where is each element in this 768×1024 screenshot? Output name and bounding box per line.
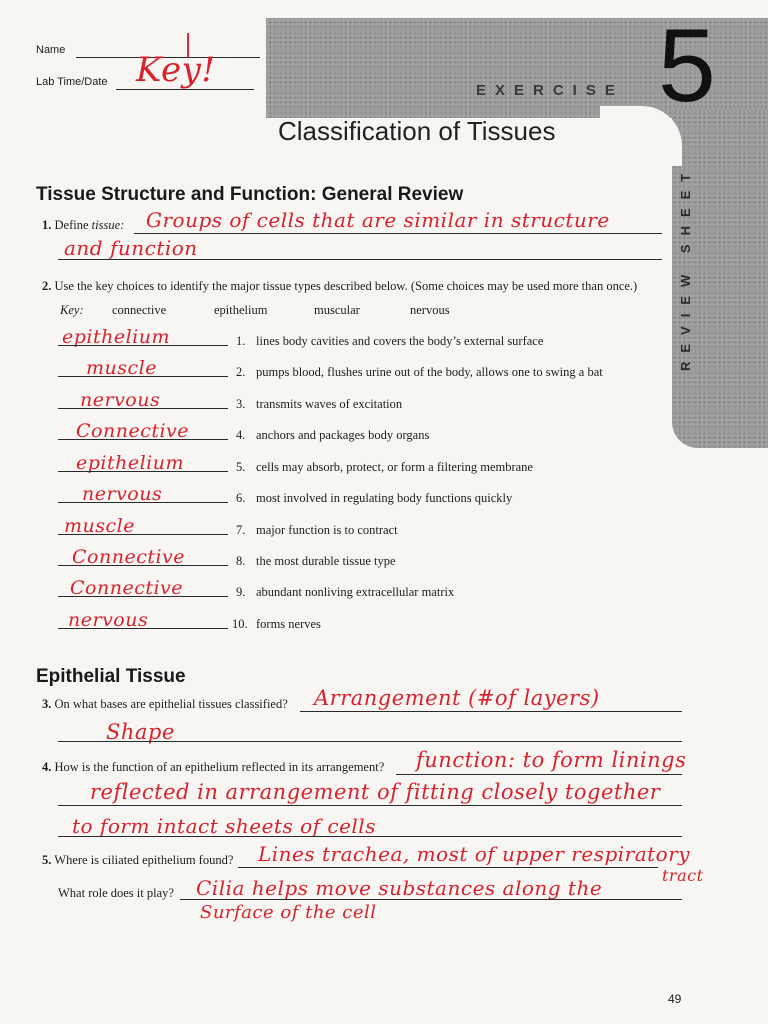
question-3-line-2[interactable]: [58, 741, 682, 742]
question-4-answer-line1: function: to form linings: [416, 748, 687, 772]
item-10-line[interactable]: [58, 628, 228, 629]
item-7-line[interactable]: [58, 534, 228, 535]
question-5-answer2-line2: Surface of the cell: [200, 902, 377, 923]
question-3-answer-line1: Arrangement (#of layers): [314, 686, 600, 710]
question-1-answer-line1: Groups of cells that are similar in structure: [146, 208, 610, 232]
question-3: [42, 697, 288, 712]
question-4-number: 4.: [42, 760, 52, 774]
item-10-answer: nervous: [68, 609, 149, 631]
item-1-answer: epithelium: [62, 326, 171, 348]
item-9-answer: Connective: [70, 577, 184, 599]
question-5: [42, 853, 233, 868]
item-2-line[interactable]: [58, 376, 228, 377]
item-2-number: 2.: [236, 365, 246, 379]
item-1-text: lines body cavities and covers the body’s external surface: [256, 334, 544, 348]
item-6-line[interactable]: [58, 502, 228, 503]
item-10-number: 10.: [232, 617, 248, 631]
exercise-number: 5: [658, 8, 716, 124]
question-3-prompt: On what bases are epithelial tissues classified?: [54, 697, 288, 711]
item-5-line[interactable]: [58, 471, 228, 472]
key-choice-connective: connective: [112, 303, 167, 317]
question-4-prompt: How is the function of an epithelium reflected in its arrangement?: [54, 760, 385, 774]
key-choice-nervous: nervous: [410, 303, 450, 317]
section-heading-epithelial-tissue: Epithelial Tissue: [36, 666, 186, 687]
item-7-text: major function is to contract: [256, 523, 398, 537]
item-3-answer: nervous: [80, 389, 161, 411]
item-5-answer: epithelium: [76, 452, 185, 474]
lab-time-answer: Key!: [136, 50, 216, 90]
question-3-answer-line2: Shape: [106, 720, 175, 744]
question-4-line-1[interactable]: [396, 774, 682, 775]
question-3-number: 3.: [42, 697, 52, 711]
item-7-answer: muscle: [64, 515, 135, 537]
name-label: Name: [36, 44, 66, 56]
item-8-line[interactable]: [58, 565, 228, 566]
question-5-line-2[interactable]: [180, 899, 682, 900]
question-5-answer2-line1: Cilia helps move substances along the: [196, 876, 603, 900]
question-5-prompt: Where is ciliated epithelium found?: [54, 853, 234, 867]
question-5-answer-line1: Lines trachea, most of upper respiratory: [258, 842, 691, 866]
question-2-prompt: Use the key choices to identify the major tissue types described below. (Some choices may be used more than once.): [54, 279, 638, 293]
item-8-text: the most durable tissue type: [256, 554, 396, 568]
item-9-number: 9.: [236, 585, 246, 599]
question-4-answer-line3: to form intact sheets of cells: [72, 814, 376, 838]
question-5-line-1[interactable]: [238, 867, 658, 868]
item-2-answer: muscle: [86, 357, 157, 379]
question-3-line-1[interactable]: [300, 711, 682, 712]
item-2-text: pumps blood, flushes urine out of the body, allows one to swing a bat: [256, 365, 603, 379]
item-8-answer: Connective: [72, 546, 186, 568]
lab-time-label: Lab Time/Date: [36, 76, 108, 88]
question-4-line-3[interactable]: [58, 836, 682, 837]
page-title: Classification of Tissues: [278, 116, 556, 146]
item-5-text: cells may absorb, protect, or form a filtering membrane: [256, 460, 533, 474]
question-4-line-2[interactable]: [58, 805, 682, 806]
question-4-answer-line2: reflected in arrangement of fitting closely together: [90, 780, 661, 804]
question-2-number: 2.: [42, 279, 52, 293]
section-heading-general-review: Tissue Structure and Function: General Review: [36, 184, 464, 205]
item-3-line[interactable]: [58, 408, 228, 409]
item-9-line[interactable]: [58, 596, 228, 597]
question-1-prompt: Define: [54, 218, 92, 232]
question-5-number: 5.: [42, 853, 52, 867]
item-3-text: transmits waves of excitation: [256, 397, 403, 411]
item-10-text: forms nerves: [256, 617, 321, 631]
question-1-answer-line2: and function: [64, 236, 198, 260]
exercise-label: EXERCISE: [476, 82, 624, 99]
key-label: Key:: [60, 303, 84, 317]
review-sheet-vertical-label: REVIEW SHEET: [678, 164, 693, 372]
item-3-number: 3.: [236, 397, 246, 411]
item-7-number: 7.: [236, 523, 246, 537]
item-9-text: abundant nonliving extracellular matrix: [256, 585, 455, 599]
question-5-prompt-2: What role does it play?: [58, 886, 174, 900]
question-1-line-2[interactable]: [58, 259, 662, 260]
question-1-term: tissue:: [91, 218, 125, 232]
item-4-text: anchors and packages body organs: [256, 428, 430, 442]
question-4: [42, 760, 384, 775]
item-1-number: 1.: [236, 334, 246, 348]
item-4-number: 4.: [236, 428, 246, 442]
item-1-line[interactable]: [58, 345, 228, 346]
question-1-number: 1.: [42, 218, 52, 232]
item-8-number: 8.: [236, 554, 246, 568]
key-choice-epithelium: epithelium: [214, 303, 268, 317]
question-2: [42, 279, 662, 294]
item-5-number: 5.: [236, 460, 246, 474]
item-6-text: most involved in regulating body functions quickly: [256, 491, 513, 505]
question-1: [42, 218, 124, 233]
item-4-answer: Connective: [76, 420, 190, 442]
question-1-line-1[interactable]: [134, 233, 662, 234]
question-5-answer-line1-continued: tract: [662, 866, 704, 885]
key-choice-muscular: muscular: [314, 303, 360, 317]
item-6-answer: nervous: [82, 483, 163, 505]
item-6-number: 6.: [236, 491, 246, 505]
name-handwritten-mark: |: [184, 30, 193, 58]
page-number: 49: [668, 992, 682, 1006]
item-4-line[interactable]: [58, 439, 228, 440]
